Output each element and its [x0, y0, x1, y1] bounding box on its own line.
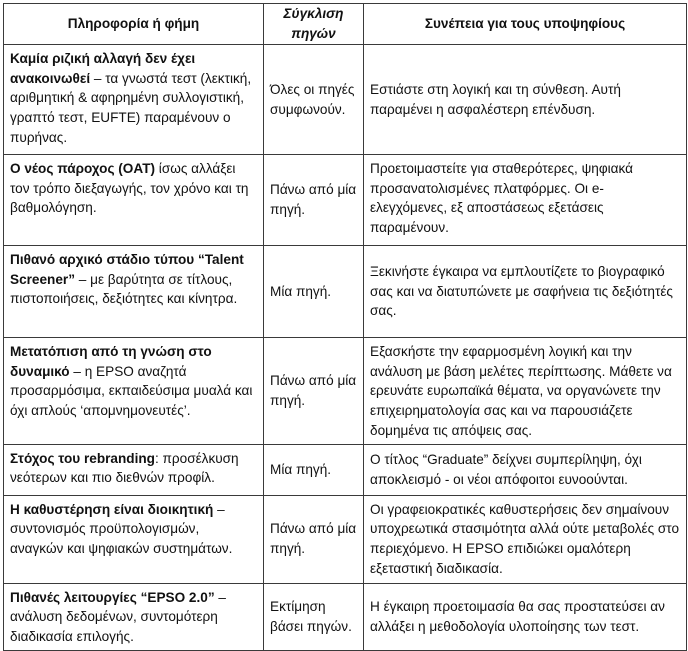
- sources-cell: Πάνω από μία πηγή.: [264, 495, 364, 583]
- table-row: [4, 444, 687, 495]
- table-row: [4, 45, 687, 155]
- table-row: [4, 495, 687, 583]
- sources-cell: Πάνω από μία πηγή.: [264, 155, 364, 246]
- sources-cell: Μία πηγή.: [264, 246, 364, 338]
- consequence-cell: Οι γραφειοκρατικές καθυστερήσεις δεν σημαίνουν υποχρεωτικά στασιμότητα αλλά ούτε μεταβολές στο περιεχόμενο. Η EPSO επιδιώκει ομαλότερη εξεταστική διαδικασία.: [364, 495, 687, 583]
- header-sources: Σύγκλιση πηγών: [264, 4, 364, 45]
- sources-cell: Εκτίμηση βάσει πηγών.: [264, 583, 364, 650]
- info-text: ίσως αλλάξει τον τρόπο διεξαγωγής, τον χρόνο και τη βαθμολόγηση.: [10, 161, 249, 216]
- sources-cell: Όλες οι πηγές συμφωνούν.: [264, 45, 364, 155]
- consequence-cell: Εξασκήστε την εφαρμοσμένη λογική και την ανάλυση με βάση μελέτες περίπτωσης. Μάθετε να ερευνάτε ευρωπαϊκά θέματα, να οργανώνετε την επιχειρηματολογία σας και να παρουσιάζετε δομημένα τις απόψεις σας.: [364, 338, 687, 445]
- info-cell: [4, 444, 264, 495]
- info-text: – τα γνωστά τεστ (λεκτική, αριθμητική & αφηρημένη συλλογιστική, γραπτό τεστ, EUFTE) παραμένουν ο πυρήνας.: [10, 70, 252, 145]
- table-row: [4, 583, 687, 650]
- sources-cell: Πάνω από μία πηγή.: [264, 338, 364, 445]
- info-cell: [4, 45, 264, 155]
- consequence-cell: Η έγκαιρη προετοιμασία θα σας προστατεύσει αν αλλάξει η μεθοδολογία υλοποίησης των τεστ.: [364, 583, 687, 650]
- info-text: – η EPSO αναζητά προσαρμόσιμα, εκπαιδεύσιμα μυαλά και όχι απλούς ‘απομνημονευτές’.: [10, 363, 253, 419]
- header-info: Πληροφορία ή φήμη: [4, 4, 264, 45]
- consequence-cell: Εστιάστε στη λογική και τη σύνθεση. Αυτή παραμένει η ασφαλέστερη επένδυση.: [364, 45, 687, 155]
- info-bold: Πιθανές λειτουργίες “EPSO 2.0”: [10, 589, 215, 605]
- info-text: : προσέλκυση νεότερων και πιο διεθνών προφίλ.: [10, 450, 239, 486]
- info-cell: [4, 495, 264, 583]
- header-consequence: Συνέπεια για τους υποψηφίους: [364, 4, 687, 45]
- consequence-cell: Προετοιμαστείτε για σταθερότερες, ψηφιακά προσανατολισμένες πλατφόρμες. Οι e-ελεγχόμενες, εξ αποστάσεως εξετάσεις παραμένουν.: [364, 155, 687, 246]
- info-text: – με βαρύτητα σε τίτλους, πιστοποιήσεις, δεξιότητες και κίνητρα.: [10, 271, 238, 307]
- info-bold: Η καθυστέρηση είναι διοικητική: [10, 501, 214, 517]
- sources-cell: Μία πηγή.: [264, 444, 364, 495]
- info-cell: [4, 155, 264, 246]
- consequence-cell: Ο τίτλος “Graduate” δείχνει συμπερίληψη, όχι αποκλεισμό - οι νέοι απόφοιτοι ευνοούνται.: [364, 444, 687, 495]
- info-text: – συντονισμός προϋπολογισμών, αναγκών και ψηφιακών συστημάτων.: [10, 501, 233, 556]
- table-row: [4, 338, 687, 445]
- table-header-row: [4, 4, 687, 45]
- info-cell: [4, 583, 264, 650]
- table-row: [4, 246, 687, 338]
- info-bold: Ο νέος πάροχος (OAT): [10, 161, 156, 176]
- info-text: – ανάλυση δεδομένων, συντομότερη διαδικασία επιλογής.: [10, 589, 226, 644]
- info-cell: [4, 246, 264, 338]
- info-cell: [4, 338, 264, 445]
- info-table: [3, 3, 687, 651]
- table-row: [4, 155, 687, 246]
- consequence-cell: Ξεκινήστε έγκαιρα να εμπλουτίζετε το βιογραφικό σας και να διατυπώνετε με σαφήνεια τις δεξιότητές σας.: [364, 246, 687, 338]
- info-bold: Πιθανό αρχικό στάδιο τύπου “Talent Screener”: [10, 252, 244, 287]
- info-bold: Στόχος του rebranding: [10, 450, 155, 466]
- info-bold: Μετατόπιση από τη γνώση στο δυναμικό: [10, 344, 212, 379]
- info-bold: Καμία ριζική αλλαγή δεν έχει ανακοινωθεί: [10, 51, 196, 86]
